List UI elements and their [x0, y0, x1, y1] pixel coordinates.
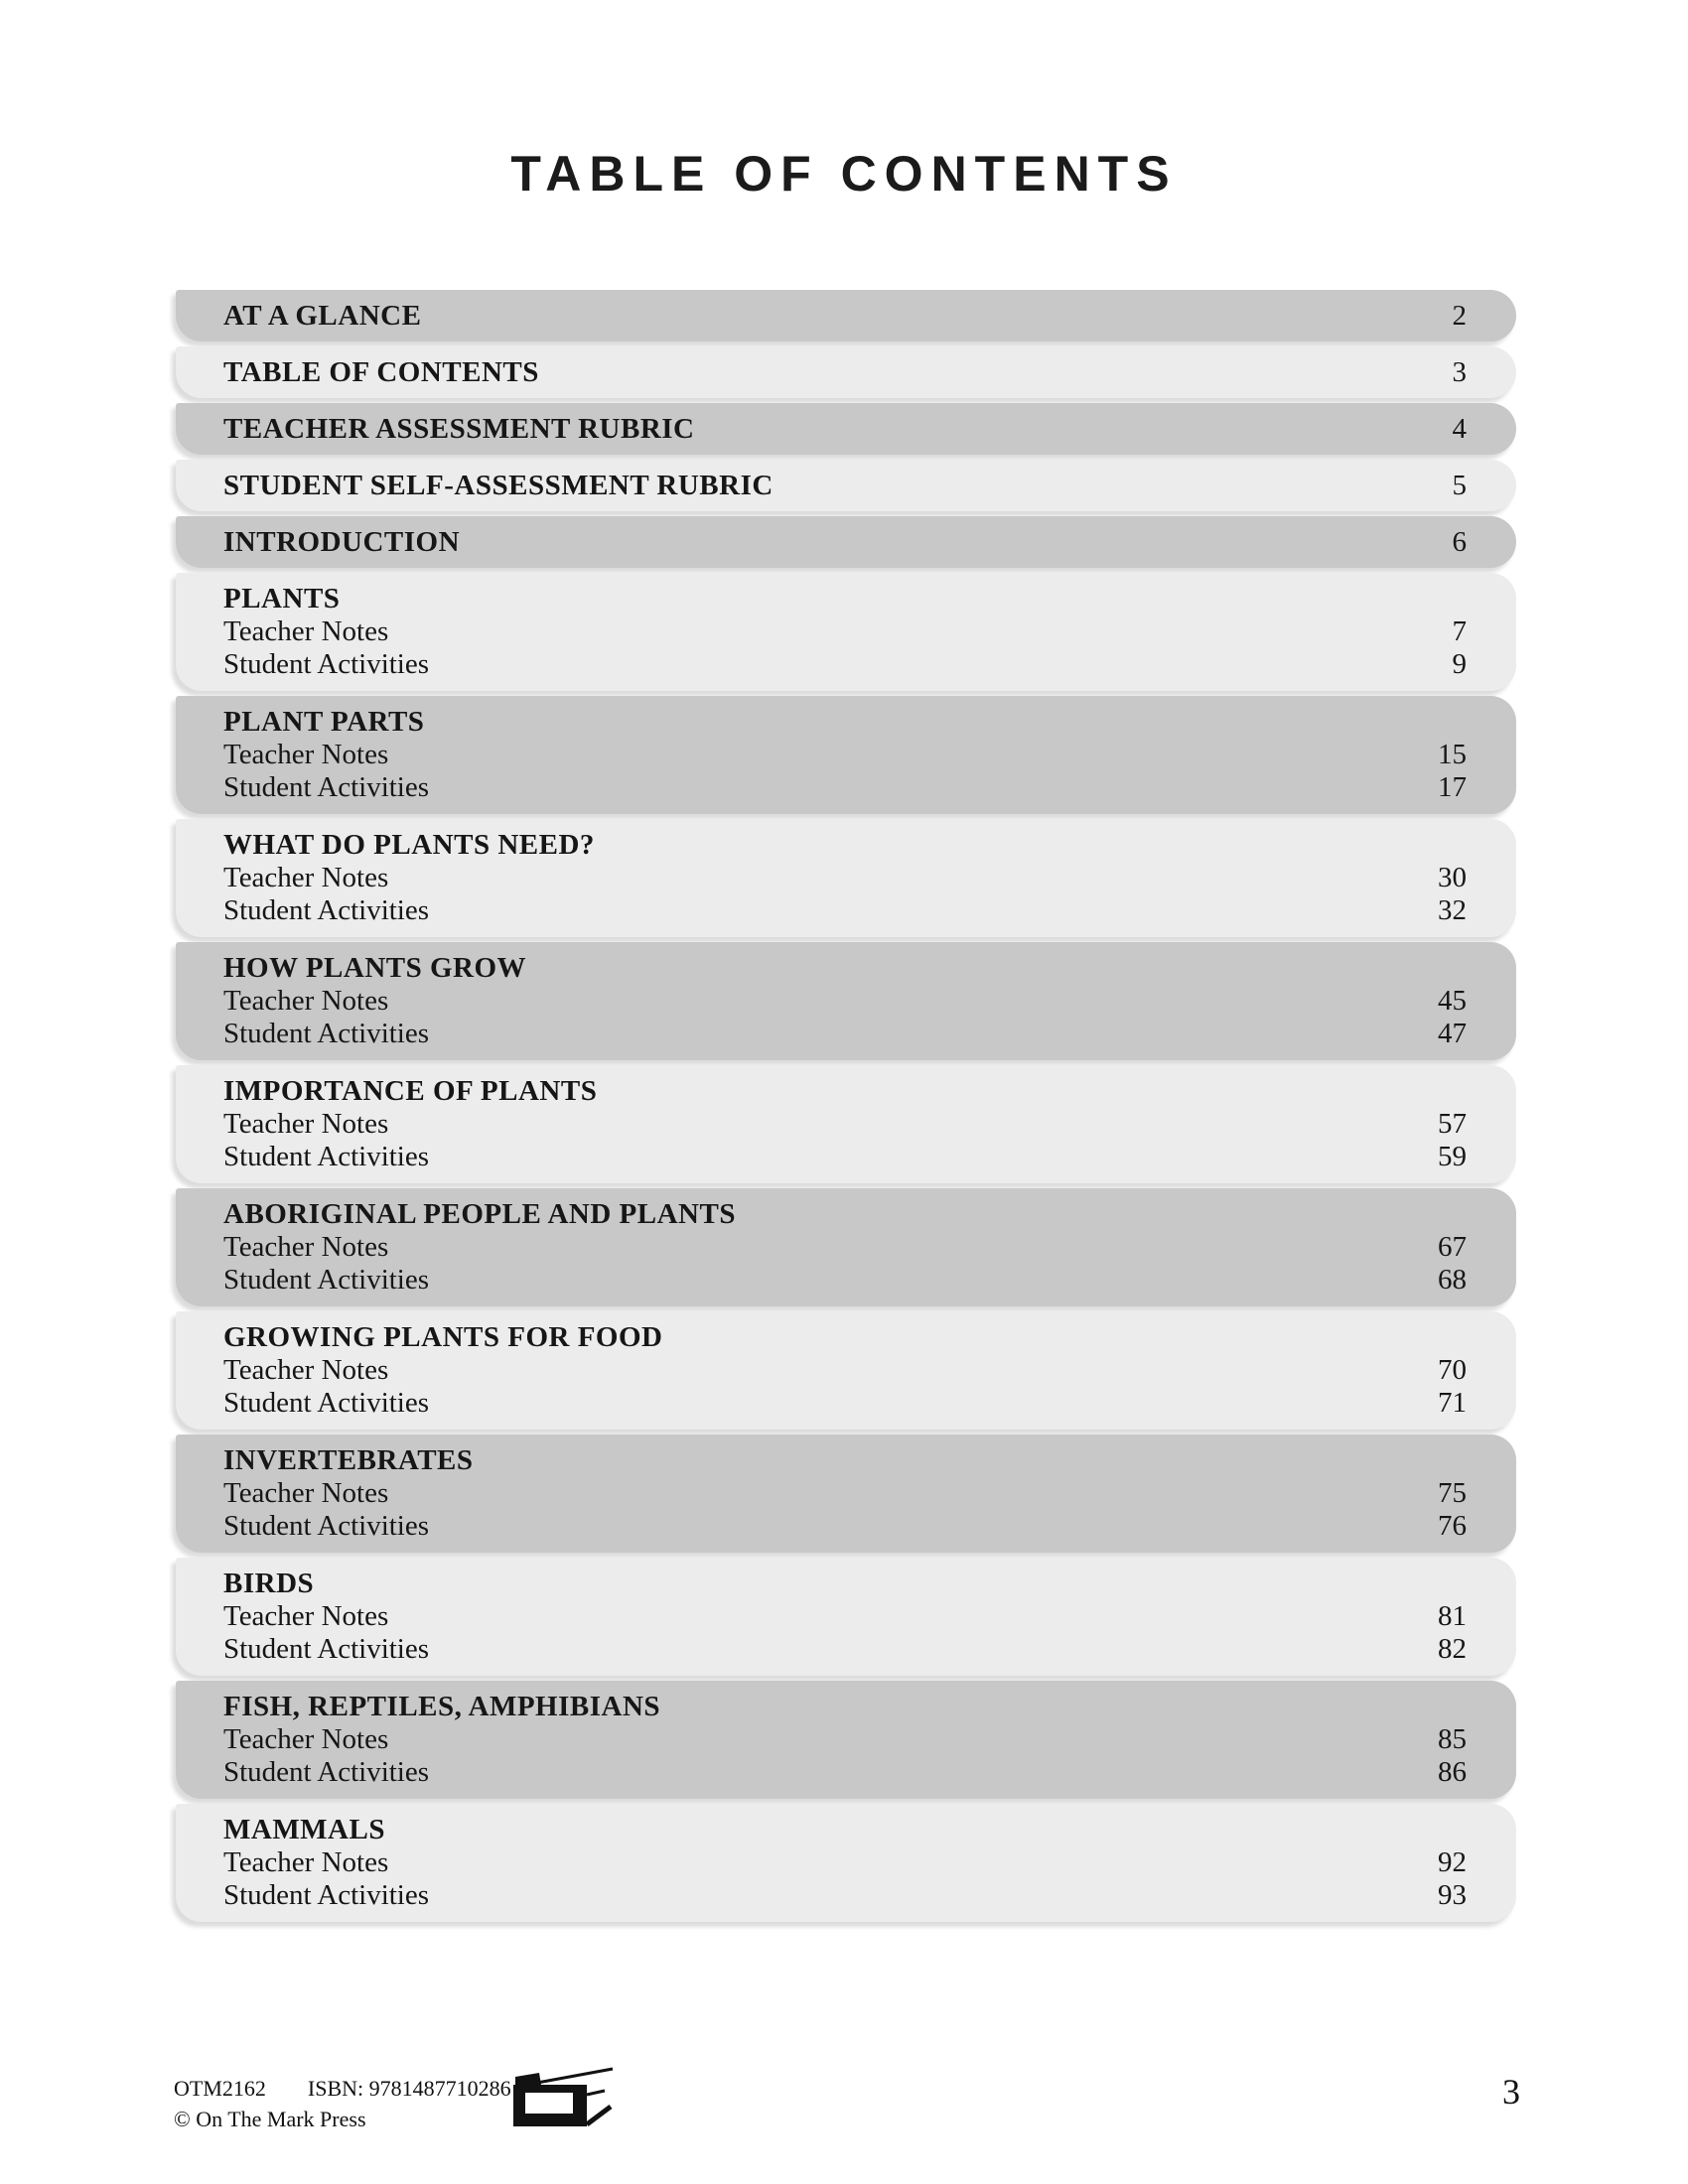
toc-subentry-page: 68 [1438, 1264, 1467, 1296]
toc-subentry-label: Teacher Notes [223, 1354, 389, 1386]
toc-subentry-page: 85 [1438, 1723, 1467, 1755]
on-the-mark-press-logo-icon [501, 2063, 616, 2132]
footer-line-1 [174, 2073, 511, 2104]
toc-list [176, 290, 1516, 1922]
isbn: ISBN: 9781487710286 [307, 2076, 511, 2101]
toc-entry [176, 346, 1516, 398]
toc-subentry-page: 92 [1438, 1846, 1467, 1878]
toc-subentry-page: 71 [1438, 1387, 1467, 1419]
toc-section [176, 942, 1516, 1060]
toc-subentry-page: 57 [1438, 1108, 1467, 1140]
product-code: OTM2162 [174, 2076, 266, 2101]
copyright: © On The Mark Press [174, 2107, 366, 2131]
toc-entry [176, 516, 1516, 568]
toc-subentry-page: 32 [1438, 894, 1467, 926]
toc-section-title: WHAT DO PLANTS NEED? [223, 829, 595, 861]
toc-section-subentry [223, 1141, 1467, 1173]
page-number: 3 [1502, 2072, 1520, 2112]
toc-subentry-label: Student Activities [223, 894, 430, 926]
toc-section [176, 1681, 1516, 1799]
toc-section [176, 573, 1516, 691]
toc-section-title: FISH, REPTILES, AMPHIBIANS [223, 1691, 661, 1722]
toc-subentry-label: Student Activities [223, 771, 430, 803]
toc-subentry-label: Student Activities [223, 1264, 430, 1296]
toc-section-title: IMPORTANCE OF PLANTS [223, 1075, 598, 1107]
toc-section-subentry [223, 1387, 1467, 1420]
toc-section-subentry [223, 1633, 1467, 1666]
toc-subentry-label: Teacher Notes [223, 1846, 389, 1878]
toc-entry-title: STUDENT SELF-ASSESSMENT RUBRIC [223, 469, 774, 501]
toc-subentry-page: 76 [1438, 1510, 1467, 1542]
toc-section [176, 1311, 1516, 1430]
toc-subentry-page: 30 [1438, 862, 1467, 893]
toc-section [176, 1558, 1516, 1676]
toc-section-subentry [223, 894, 1467, 927]
toc-section [176, 1804, 1516, 1922]
toc-entry [176, 403, 1516, 455]
toc-section-title: INVERTEBRATES [223, 1444, 474, 1476]
toc-subentry-label: Teacher Notes [223, 985, 389, 1017]
toc-section-subentry [223, 1600, 1467, 1633]
toc-subentry-page: 86 [1438, 1756, 1467, 1788]
toc-section-title: GROWING PLANTS FOR FOOD [223, 1321, 663, 1353]
toc-subentry-label: Teacher Notes [223, 739, 389, 770]
toc-subentry-label: Teacher Notes [223, 615, 389, 647]
toc-subentry-label: Teacher Notes [223, 1600, 389, 1632]
toc-entry-title: TABLE OF CONTENTS [223, 355, 539, 388]
toc-section-subentry [223, 1723, 1467, 1756]
toc-section [176, 819, 1516, 937]
toc-section-subentry [223, 985, 1467, 1018]
toc-entry-page: 4 [1452, 412, 1467, 445]
toc-subentry-page: 15 [1438, 739, 1467, 770]
toc-entry [176, 460, 1516, 511]
toc-entry-title: TEACHER ASSESSMENT RUBRIC [223, 412, 695, 445]
toc-subentry-page: 75 [1438, 1477, 1467, 1509]
toc-subentry-label: Student Activities [223, 1633, 430, 1665]
toc-subentry-label: Student Activities [223, 1018, 430, 1049]
toc-subentry-label: Student Activities [223, 1879, 430, 1911]
page-title: TABLE OF CONTENTS [510, 146, 1178, 202]
toc-subentry-page: 45 [1438, 985, 1467, 1017]
toc-section-subentry [223, 1231, 1467, 1264]
toc-subentry-page: 7 [1452, 615, 1467, 647]
footer-credits [174, 2073, 511, 2134]
toc-section-title: PLANTS [223, 583, 341, 614]
toc-entry-page: 6 [1452, 525, 1467, 558]
toc-subentry-label: Student Activities [223, 1510, 430, 1542]
toc-subentry-label: Teacher Notes [223, 1477, 389, 1509]
toc-subentry-label: Student Activities [223, 1387, 430, 1419]
toc-subentry-label: Teacher Notes [223, 1108, 389, 1140]
toc-section-subentry [223, 1756, 1467, 1789]
toc-entry [176, 290, 1516, 341]
toc-entry-page: 5 [1452, 469, 1467, 501]
toc-section-title: HOW PLANTS GROW [223, 952, 527, 984]
toc-section-subentry [223, 739, 1467, 771]
toc-subentry-page: 17 [1438, 771, 1467, 803]
toc-subentry-page: 59 [1438, 1141, 1467, 1172]
toc-subentry-label: Student Activities [223, 1756, 430, 1788]
toc-entry-title: AT A GLANCE [223, 299, 422, 332]
toc-section-subentry [223, 1354, 1467, 1387]
toc-section-subentry [223, 1477, 1467, 1510]
toc-section [176, 1065, 1516, 1183]
toc-section-subentry [223, 648, 1467, 681]
toc-section [176, 1188, 1516, 1306]
toc-subentry-page: 82 [1438, 1633, 1467, 1665]
toc-entry-page: 2 [1452, 299, 1467, 332]
toc-section-subentry [223, 1510, 1467, 1543]
toc-subentry-page: 67 [1438, 1231, 1467, 1263]
toc-section-subentry [223, 615, 1467, 648]
toc-section-subentry [223, 1846, 1467, 1879]
toc-section-subentry [223, 1018, 1467, 1050]
toc-subentry-label: Student Activities [223, 648, 430, 680]
toc-subentry-page: 9 [1452, 648, 1467, 680]
toc-section-subentry [223, 1264, 1467, 1297]
toc-entry-page: 3 [1452, 355, 1467, 388]
toc-section-subentry [223, 1108, 1467, 1141]
toc-section [176, 696, 1516, 814]
toc-subentry-label: Teacher Notes [223, 862, 389, 893]
toc-section-subentry [223, 771, 1467, 804]
toc-section-subentry [223, 862, 1467, 894]
toc-section-title: ABORIGINAL PEOPLE AND PLANTS [223, 1198, 736, 1230]
toc-subentry-page: 70 [1438, 1354, 1467, 1386]
toc-section-title: BIRDS [223, 1568, 315, 1599]
toc-section-title: PLANT PARTS [223, 706, 425, 738]
toc-subentry-label: Student Activities [223, 1141, 430, 1172]
toc-subentry-label: Teacher Notes [223, 1231, 389, 1263]
toc-section [176, 1434, 1516, 1553]
toc-subentry-page: 81 [1438, 1600, 1467, 1632]
toc-section-title: MAMMALS [223, 1814, 385, 1845]
toc-subentry-page: 93 [1438, 1879, 1467, 1911]
toc-entry-title: INTRODUCTION [223, 525, 461, 558]
toc-section-subentry [223, 1879, 1467, 1912]
toc-subentry-label: Teacher Notes [223, 1723, 389, 1755]
toc-subentry-page: 47 [1438, 1018, 1467, 1049]
